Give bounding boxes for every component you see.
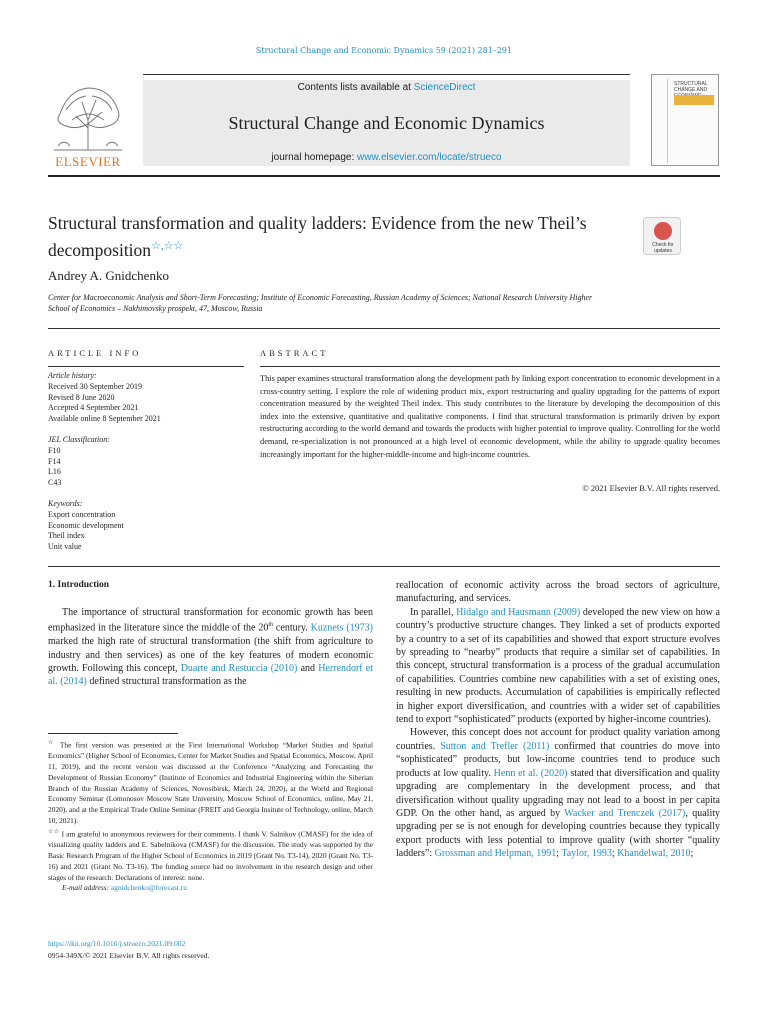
contents-prefix: Contents lists available at bbox=[297, 82, 414, 93]
cover-title: STRUCTURAL CHANGE AND bbox=[674, 81, 708, 93]
author-name: Andrey A. Gnidchenko bbox=[48, 268, 169, 283]
keyword: Theil index bbox=[48, 531, 85, 541]
publisher-name: ELSEVIER bbox=[55, 154, 121, 169]
article-info-heading: ARTICLE INFO bbox=[48, 348, 142, 358]
homepage-line bbox=[143, 152, 630, 163]
journal-homepage-link[interactable]: www.elsevier.com/locate/strueco bbox=[357, 152, 502, 163]
keywords bbox=[48, 499, 244, 553]
text-run: century. bbox=[273, 622, 311, 634]
intro-paragraph-2 bbox=[396, 606, 720, 727]
citation-link[interactable]: Wacker and Trenczek (2017) bbox=[564, 807, 686, 819]
citation-link[interactable]: Khandelwal, 2010 bbox=[617, 848, 691, 860]
text-run: , quality upgrading per se is not enough for developing countries because they typically export products with less potential to improve quality (with shorter “quality ladders”: bbox=[396, 807, 720, 860]
title-footnote-stars[interactable]: ☆,☆☆ bbox=[151, 240, 184, 252]
footnote-star-icon: ☆☆ bbox=[48, 828, 60, 835]
cover-spine bbox=[656, 79, 668, 163]
footnote-rule bbox=[48, 733, 178, 734]
keyword: Economic development bbox=[48, 520, 124, 530]
intro-paragraph-1 bbox=[48, 606, 373, 689]
text-run: stated that diversification and quality upgrading are complementary in the development process, and that diversification without quality upgrading may not lead to a boost in per capita GDP. On the other hand, as argued by bbox=[396, 767, 720, 819]
issn-line: 0954-349X/© 2021 Elsevier B.V. All rights reserved. bbox=[48, 951, 210, 960]
header-bottom-rule bbox=[48, 175, 720, 177]
superscript: th bbox=[268, 622, 274, 629]
jel-code: F10 bbox=[48, 445, 61, 455]
text-run: marked the high rate of structural transformation (the shift from agriculture to industry and then services) as one of the key features of modern economic growth. Following this concept, bbox=[48, 636, 373, 674]
contents-line bbox=[143, 82, 630, 93]
jel-heading: JEL Classification: bbox=[48, 435, 110, 444]
text-run: In parallel, bbox=[410, 606, 457, 618]
cover-band bbox=[674, 95, 714, 105]
body-top-rule bbox=[48, 566, 720, 567]
journal-citation[interactable]: Structural Change and Economic Dynamics 59 (2021) 281–291 bbox=[255, 46, 513, 55]
citation-link[interactable]: Duarte and Restuccia (2010) bbox=[180, 662, 298, 674]
citation-link[interactable]: Herrendorf et al. (2014) bbox=[48, 662, 373, 688]
footnote-star-icon: ☆ bbox=[48, 740, 56, 746]
email-link[interactable]: agnidchenko@forecast.ru bbox=[111, 883, 187, 893]
jel-code: C43 bbox=[48, 478, 62, 488]
keywords-heading: Keywords: bbox=[48, 499, 83, 508]
sciencedirect-link[interactable]: ScienceDirect bbox=[413, 82, 476, 93]
introduction-heading: 1. Introduction bbox=[48, 580, 110, 590]
text-run: ; bbox=[611, 848, 618, 860]
homepage-prefix: journal homepage: bbox=[271, 152, 358, 163]
citation-link[interactable]: Henn et al. (2020) bbox=[493, 767, 568, 779]
article-history bbox=[48, 371, 244, 425]
footnote-1 bbox=[48, 738, 373, 827]
keyword: Export concentration bbox=[48, 509, 116, 519]
jel-classification bbox=[48, 435, 244, 489]
text-run: The importance of structural transformation for economic growth has been emphasized in the literature since the middle of the 20 bbox=[48, 607, 373, 634]
email-line bbox=[48, 883, 373, 894]
abstract-rule bbox=[260, 366, 720, 367]
abstract-heading: ABSTRACT bbox=[260, 348, 329, 358]
citation-link[interactable]: Grossman and Helpman, 1991 bbox=[434, 848, 557, 860]
check-updates-label: Check for updates bbox=[652, 242, 674, 254]
history-revised: Revised 8 June 2020 bbox=[48, 392, 115, 402]
history-heading: Article history: bbox=[48, 371, 97, 380]
citation-link[interactable]: Sutton and Trefler (2011) bbox=[440, 740, 550, 752]
intro-paragraph-3 bbox=[396, 726, 720, 860]
text-run: and bbox=[297, 662, 319, 674]
text-run: However, this concept does not account for product quality variation among countries. bbox=[396, 727, 720, 752]
citation-link[interactable]: Hidalgo and Hausmann (2009) bbox=[456, 606, 581, 618]
doi-link[interactable]: https://doi.org/10.1016/j.strueco.2021.09.002 bbox=[48, 939, 186, 948]
article-title bbox=[48, 212, 628, 262]
header-top-rule bbox=[143, 74, 630, 75]
abstract-text: This paper examines structural transformation along the development path by linking export concentration to economic development in a cross-country setting. I explore the role of widening product mix, export restructuring and quality upgrading for the patterns of export concentration measured by the weighted Theil index. This study contributes to the literature by developing the decomposition of this index into the extensive, quantitative and qualitative components. I find that structural transformation is primarily driven by export restructuring according to the world demand and towards the products with higher potential to improve quality. Controlling for the world demand, re-specialization is not pronounced at a high level of economic development, while the ability to upgrade quality becomes increasingly important for the higher-middle-income and high-income countries. bbox=[260, 374, 720, 459]
text-run: defined structural transformation as the bbox=[86, 676, 247, 688]
footnote-text: I am grateful to anonymous reviewers for their comments. I thank V. Salnikov (CMASF) for the idea of visualizing quality ladders and E. Sabelnikova (CMASF) for the discussion. The study was supported by the Basic Research Program of the Higher School of Economics in 2019 (Grant No. T3-14), 2020 (Grant No. T3-16) and 2021 (Grant No. T3-16). The funding source had no involvement in the research design and other stages of the research. Declarations of interest: none. bbox=[48, 829, 374, 882]
text-run: developed the new view on how a country’s productive structure changes. They linked a set of products exported by a country to a set of its capabilities and showed that export structure evolves by spreading to “nearby” products that require a similar set of capabilities. In this concept, structural transformation is a process of the gradual accumulation of capabilities. Countries combine new capabilities with a set of existing ones, resulting in new products. Accumulation of capabilities is empirically reflected in higher export diversification, and countries with a wider set of capabilities tend to export “sophisticated” products (exported by higher-income countries). bbox=[396, 606, 720, 726]
jel-code: L16 bbox=[48, 467, 61, 477]
citation-link[interactable]: Taylor, 1993 bbox=[561, 848, 612, 860]
email-label: E-mail address: bbox=[62, 883, 111, 893]
intro-paragraph-continued: reallocation of economic activity across the broad sectors of agriculture, manufacturing, and services. bbox=[396, 580, 720, 605]
journal-cover-thumbnail[interactable] bbox=[651, 74, 719, 166]
bookmark-icon bbox=[654, 222, 672, 240]
history-received: Received 30 September 2019 bbox=[48, 381, 142, 391]
text-run: ; bbox=[690, 848, 694, 860]
footnote-text: The first version was presented at the First International Workshop “Market Studies and Spatial Economics” (Higher School of Economics, Center for Market Studies and Spatial Economics, Moscow, April 11, 2019), and the recent version was discussed at the Conference “Analyzing and Forecasting the Development of Russian Economy” (Institute of Economics and Industrial Engineering within the Siberian Branch of the Russian Academy of Sciences, Novosibirsk, March 24, 2020), at the World and Regional Economy Seminar (Lomonosov Moscow State University, Moscow School of Economics, online, May 21, 2020), and at the Empirical Trade Online Seminar (FREIT and Georgia Insitute of Technology, online, March 10, 2021). bbox=[48, 740, 373, 826]
footnote-2 bbox=[48, 827, 373, 883]
author-affiliation: Center for Macroeconomic Analysis and Short-Term Forecasting; Institute of Economic Forecasting, Russian Academy of Sciences; National Research University Higher School of Economics – Nakhimovsky prospekt, 47, Moscow, Russia bbox=[48, 293, 593, 313]
check-for-updates-badge[interactable] bbox=[643, 217, 681, 255]
citation-link[interactable]: Kuznets (1973) bbox=[310, 622, 373, 634]
history-online: Available online 8 September 2021 bbox=[48, 414, 161, 424]
article-info-rule bbox=[48, 366, 244, 367]
jel-code: F14 bbox=[48, 456, 61, 466]
text-run: ; bbox=[556, 848, 562, 860]
keyword: Unit value bbox=[48, 542, 82, 552]
history-accepted: Accepted 4 September 2021 bbox=[48, 403, 139, 413]
article-title-text: Structural transformation and quality ladders: Evidence from the new Theil’s decomposition bbox=[48, 213, 587, 260]
abstract-copyright: © 2021 Elsevier B.V. All rights reserved. bbox=[582, 484, 720, 493]
footnotes bbox=[48, 738, 373, 894]
info-top-rule bbox=[48, 328, 720, 329]
journal-title: Structural Change and Economic Dynamics bbox=[228, 113, 545, 133]
intro-right-column bbox=[396, 579, 720, 861]
text-run: confirmed that countries do move into “sophisticated” products, but low-income countries tend to produce such products at low quality. bbox=[396, 740, 720, 779]
